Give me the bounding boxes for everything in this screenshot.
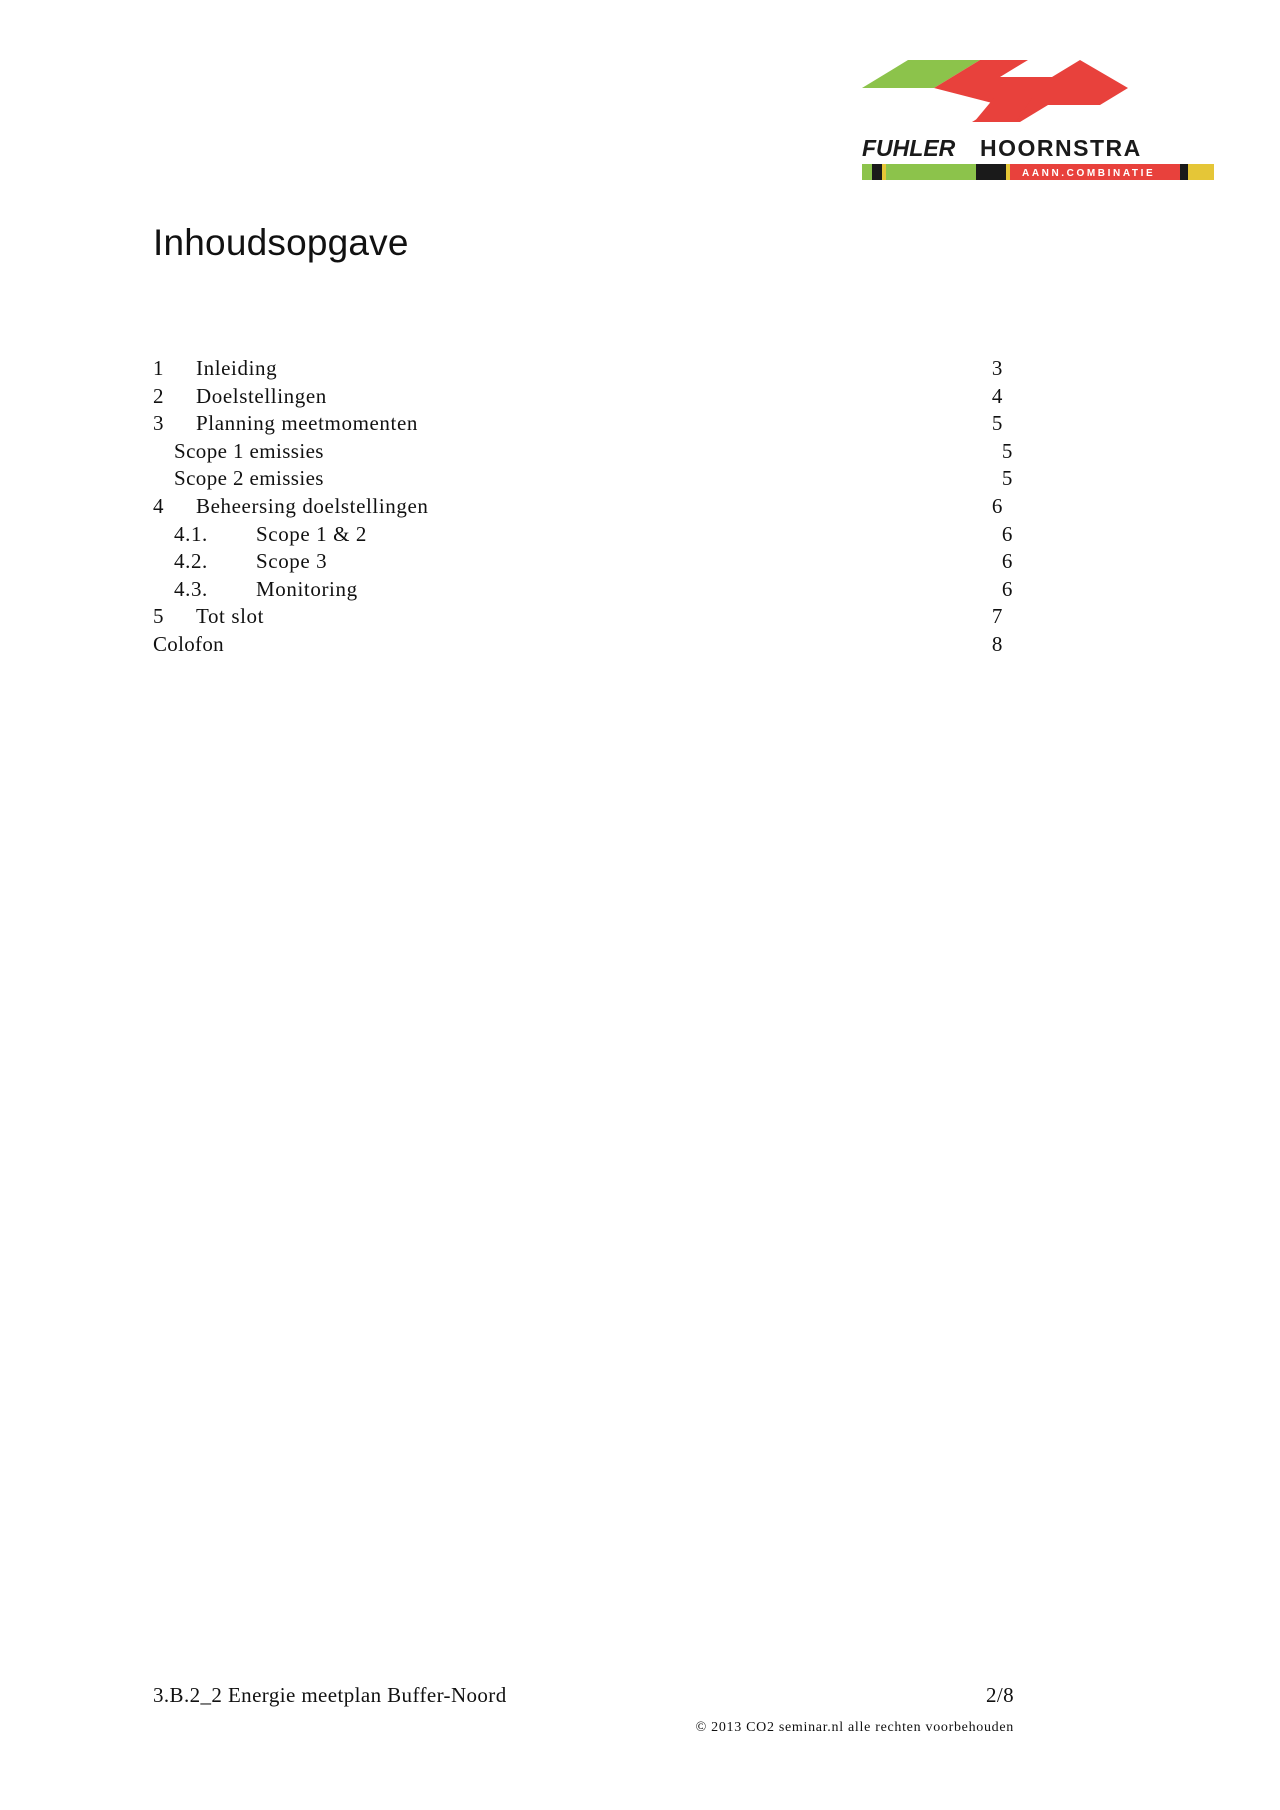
footer-document-name: 3.B.2_2 Energie meetplan Buffer-Noord (153, 1683, 507, 1707)
toc-label: Scope 2 emissies (174, 466, 324, 491)
toc-entry[interactable] (153, 493, 1013, 521)
toc-number: 4.3. (174, 576, 208, 601)
toc-entry[interactable] (153, 383, 1013, 411)
table-of-contents (153, 355, 1013, 659)
toc-page-number: 6 (1001, 549, 1013, 574)
footer-page-indicator: 2/8 (985, 1683, 1014, 1707)
toc-page-number: 5 (1001, 466, 1013, 491)
logo-tagline: AANN.COMBINATIE (1022, 168, 1156, 179)
toc-page-number: 6 (1001, 576, 1013, 601)
toc-page-number: 4 (991, 383, 1003, 408)
toc-label: Tot slot (196, 604, 265, 629)
toc-label: Inleiding (196, 356, 278, 380)
toc-entry[interactable] (153, 465, 1013, 493)
footer-copyright: © 2013 CO2 seminar.nl alle rechten voorbehouden (695, 1720, 1014, 1735)
toc-page-number: 6 (1001, 521, 1013, 546)
toc-entry[interactable] (153, 521, 1013, 549)
toc-entry[interactable] (153, 410, 1013, 438)
company-logo (862, 60, 1214, 186)
toc-label: Scope 3 (256, 549, 328, 574)
toc-page-number: 6 (991, 493, 1003, 518)
toc-entry[interactable] (153, 548, 1013, 576)
toc-number: 4 (153, 493, 165, 518)
toc-number: 3 (153, 411, 165, 436)
logo-name-part1: FUHLER (862, 135, 956, 161)
toc-label: Doelstellingen (196, 383, 327, 408)
toc-page-number: 8 (991, 631, 1003, 656)
toc-entry[interactable] (153, 355, 1013, 383)
toc-entry[interactable] (153, 576, 1013, 604)
toc-entry[interactable] (153, 603, 1013, 631)
toc-label: Beheersing doelstellingen (196, 493, 429, 518)
toc-number: 4.1. (174, 521, 208, 546)
toc-number: 1 (153, 356, 165, 380)
toc-label: Scope 1 emissies (174, 438, 324, 463)
toc-page-number: 5 (991, 411, 1003, 436)
toc-label: Colofon (153, 631, 224, 656)
toc-label: Scope 1 & 2 (256, 521, 368, 546)
toc-page-number: 5 (1001, 438, 1013, 463)
toc-label: Monitoring (256, 576, 358, 601)
toc-label: Planning meetmomenten (196, 411, 418, 436)
toc-entry[interactable] (153, 631, 1013, 659)
toc-entry[interactable] (153, 438, 1013, 466)
toc-number: 5 (153, 604, 165, 629)
toc-page-number: 3 (991, 356, 1003, 380)
toc-page-number: 7 (991, 604, 1003, 629)
toc-number: 2 (153, 383, 165, 408)
logo-name-part2: HOORNSTRA (980, 135, 1142, 161)
toc-number: 4.2. (174, 549, 208, 574)
page-title: Inhoudsopgave (153, 222, 409, 263)
